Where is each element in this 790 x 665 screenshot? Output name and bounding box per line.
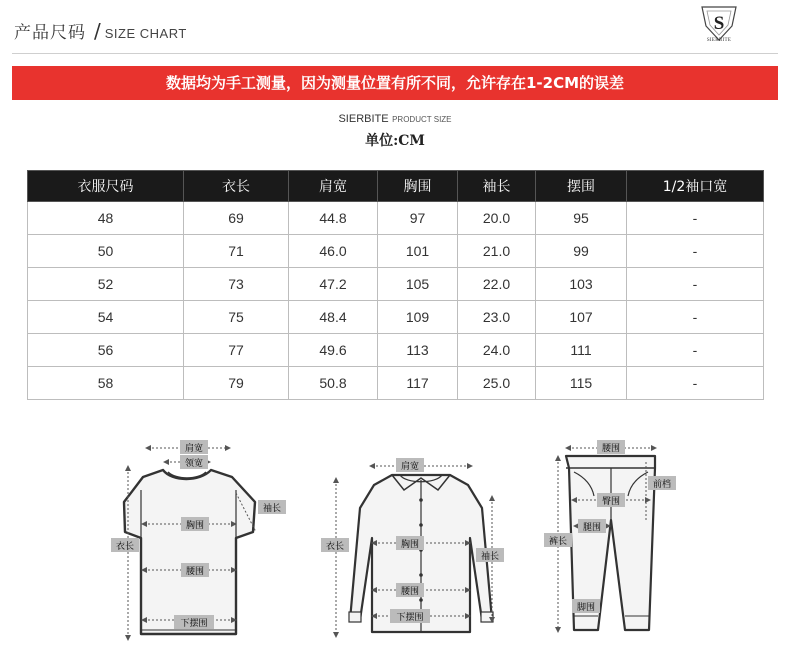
table-row [28,268,764,301]
table-cell: 20.0 [458,202,536,235]
table-cell: - [627,235,764,268]
table-cell: 69 [184,202,289,235]
table-row [28,301,764,334]
table-cell: - [627,301,764,334]
table-cell: 79 [184,367,289,400]
table-cell: 77 [184,334,289,367]
tshirt-diagram [111,440,286,638]
col-header: 肩宽 [289,171,378,202]
table-cell: 101 [378,235,458,268]
tshirt-hem-label: 下摆围 [180,619,208,629]
col-header: 衣长 [184,171,289,202]
subtitle-brand: SIERBITE [338,113,389,125]
table-cell: 111 [536,334,627,367]
col-header: 1/2袖口宽 [627,171,764,202]
col-header: 袖长 [458,171,536,202]
table-cell: 46.0 [289,235,378,268]
table-row [28,202,764,235]
table-cell: 24.0 [458,334,536,367]
table-cell: 21.0 [458,235,536,268]
unit-label: 单位:CM [365,133,425,149]
table-cell: 71 [184,235,289,268]
table-cell: 117 [378,367,458,400]
shirt-sleeve-label: 袖长 [480,552,500,562]
table-cell: 113 [378,334,458,367]
table-cell: 99 [536,235,627,268]
table-cell: 23.0 [458,301,536,334]
title-slash: / [94,19,101,43]
notice-banner: 数据均为手工测量，因为测量位置有所不同，允许存在1-2CM的误差 [12,66,778,100]
col-header: 摆围 [536,171,627,202]
table-cell: 52 [28,268,184,301]
shirt-chest-label: 胸围 [400,540,420,550]
table-cell: 48.4 [289,301,378,334]
table-cell: - [627,268,764,301]
table-cell: 48 [28,202,184,235]
shirt-waist-label: 腰围 [400,587,420,597]
pants-hip-label: 臀围 [601,497,621,507]
tshirt-sleeve-label: 袖长 [262,504,282,514]
table-cell: 50 [28,235,184,268]
size-table [27,170,764,400]
pants-thigh-label: 腿围 [582,523,602,533]
table-cell: 22.0 [458,268,536,301]
pants-rise-label: 前档 [652,480,672,490]
shirt-length-label: 衣长 [325,542,345,552]
pants-length-label: 裤长 [548,537,568,547]
table-cell: 47.2 [289,268,378,301]
table-cell: 50.8 [289,367,378,400]
table-cell: 109 [378,301,458,334]
col-header: 衣服尺码 [28,171,184,202]
table-cell: 95 [536,202,627,235]
svg-text:S: S [713,13,725,34]
table-cell: 115 [536,367,627,400]
table-row [28,334,764,367]
title-cn: 产品尺码 [14,23,86,43]
title-en: SIZE CHART [104,26,187,41]
table-cell: 25.0 [458,367,536,400]
pants-diagram [544,440,676,630]
table-cell: 58 [28,367,184,400]
tshirt-chest-label: 胸围 [185,521,205,531]
page-header [14,18,187,44]
pants-foot-label: 脚围 [576,603,596,613]
table-cell: - [627,202,764,235]
table-cell: 97 [378,202,458,235]
table-cell: - [627,334,764,367]
table-cell: - [627,367,764,400]
table-header-row [28,171,764,202]
shirt-diagram [321,458,504,635]
measurement-diagrams [0,420,790,665]
header-divider [12,53,778,54]
tshirt-waist-label: 腰围 [185,567,205,577]
subtitle-product-size: PRODUCT SIZE [392,115,452,124]
table-cell: 44.8 [289,202,378,235]
tshirt-length-label: 衣长 [115,542,135,552]
tshirt-shoulder-label: 肩宽 [184,444,204,454]
table-row [28,235,764,268]
logo-text: SIERBITE [706,38,732,43]
col-header: 胸围 [378,171,458,202]
shirt-shoulder-label: 肩宽 [400,462,420,472]
table-cell: 73 [184,268,289,301]
tshirt-collar-label: 领宽 [184,459,204,469]
table-cell: 103 [536,268,627,301]
shirt-hem-label: 下摆围 [396,613,424,623]
table-cell: 49.6 [289,334,378,367]
table-cell: 105 [378,268,458,301]
table-cell: 54 [28,301,184,334]
pants-waist-label: 腰围 [601,444,621,454]
table-cell: 75 [184,301,289,334]
table-cell: 107 [536,301,627,334]
table-cell: 56 [28,334,184,367]
product-size-subtitle [0,112,790,125]
table-row [28,367,764,400]
shield-s-logo-icon [698,4,740,50]
